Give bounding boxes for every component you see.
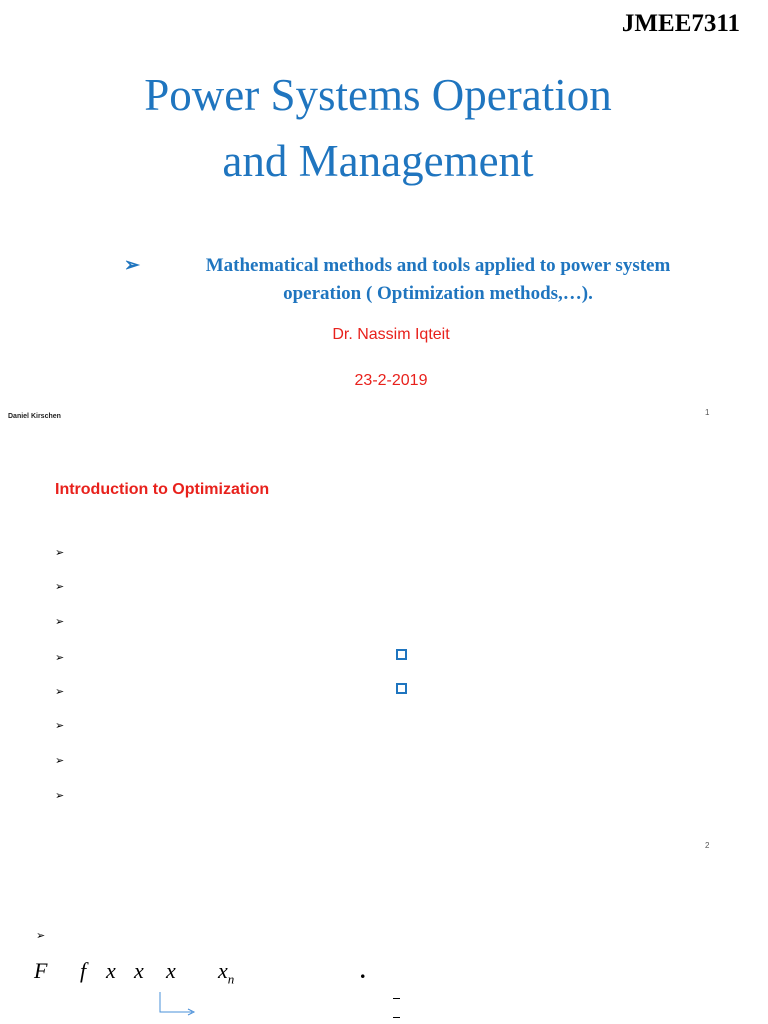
- arrow-bullet-icon: ➢: [55, 581, 65, 593]
- title-line-1: Power Systems Operation: [144, 70, 612, 120]
- title-line-2: and Management: [222, 136, 534, 186]
- arrow-bullet-icon: ➢: [36, 930, 46, 942]
- subtitle-bullet: [124, 252, 724, 308]
- arrow-bullet-icon: ➢: [55, 720, 65, 732]
- footer-author: Daniel Kirschen: [8, 413, 61, 420]
- slide-date: 23-2-2019: [354, 372, 428, 389]
- section-title: Introduction to Optimization: [55, 481, 270, 498]
- arrow-bullet-icon: ➢: [124, 255, 140, 276]
- dash-mark: [393, 1017, 400, 1018]
- slide-title: [0, 62, 756, 194]
- square-bullet-icon: [396, 649, 407, 660]
- formula-subscript-n: n: [227, 971, 235, 987]
- formula-xn-base: x: [218, 958, 228, 983]
- formula-x3: x: [166, 958, 176, 983]
- square-bullet-icon: [396, 683, 407, 694]
- course-code: JMEE7311: [621, 10, 740, 37]
- subtitle-line-2: operation ( Optimization methods,…).: [283, 283, 593, 304]
- formula-dot: .: [360, 958, 366, 983]
- arrow-bullet-icon: ➢: [55, 686, 65, 698]
- page-number-1: 1: [705, 408, 710, 417]
- formula-f: f: [80, 958, 87, 983]
- author-name: Dr. Nassim Iqteit: [332, 326, 450, 343]
- arrow-bullet-icon: ➢: [55, 547, 65, 559]
- arrow-bullet-icon: ➢: [55, 652, 65, 664]
- arrow-bullet-icon: ➢: [55, 616, 65, 628]
- arrow-bullet-icon: ➢: [55, 790, 65, 802]
- subtitle-line-1: Mathematical methods and tools applied to power system: [205, 255, 671, 276]
- dash-mark: [393, 998, 400, 999]
- formula-xn: [218, 958, 234, 987]
- formula-F: F: [34, 958, 48, 983]
- arrow-bullet-icon: ➢: [55, 755, 65, 767]
- page-number-2: 2: [705, 841, 710, 850]
- formula-x1: x: [106, 958, 116, 983]
- formula-x2: x: [134, 958, 144, 983]
- corner-arrow-icon: [158, 990, 198, 1016]
